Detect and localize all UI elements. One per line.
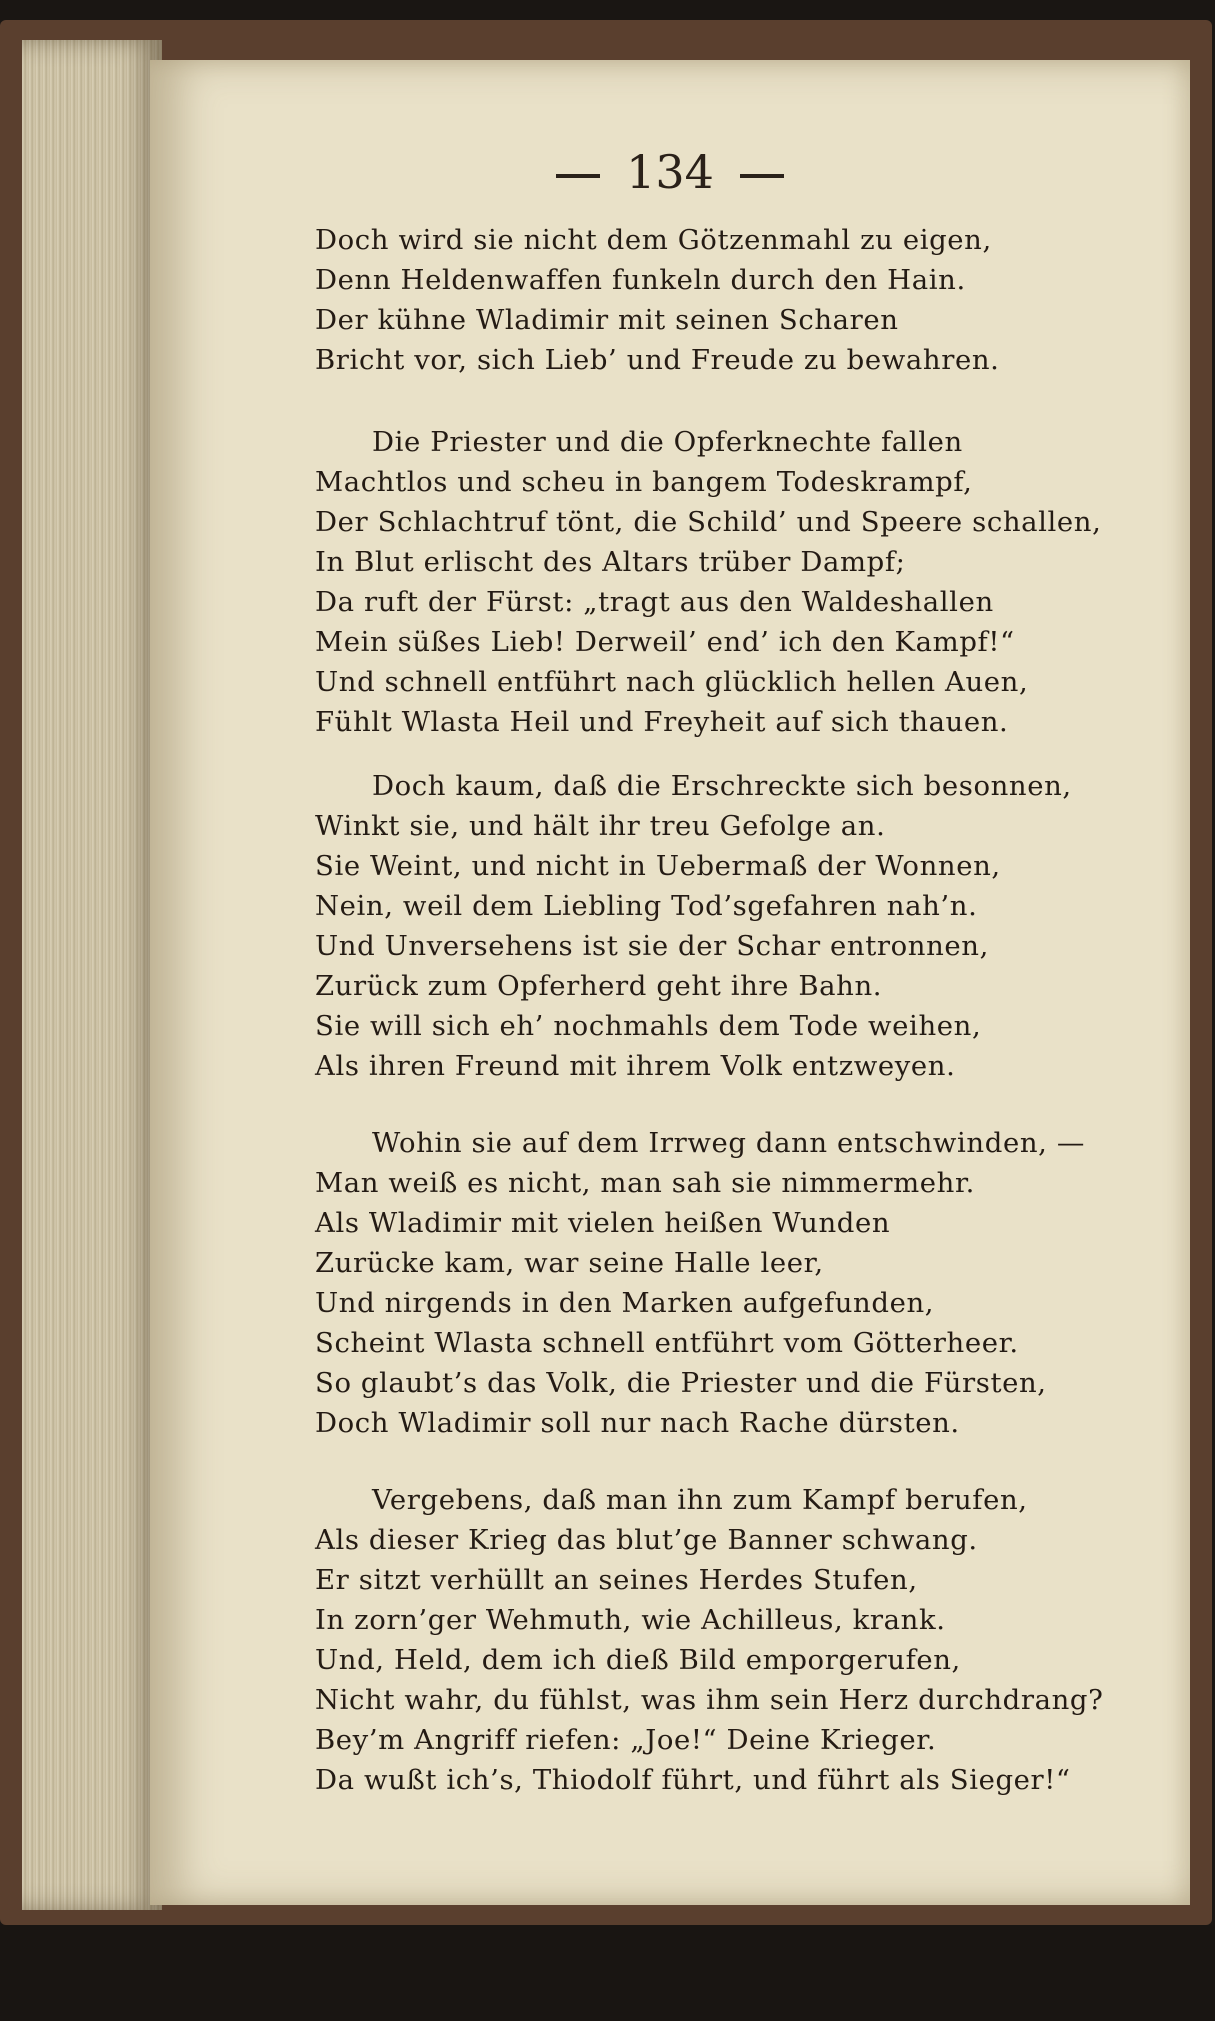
verse-line: Sie will sich eh’ nochmahls dem Tode weihen, xyxy=(315,1010,982,1042)
verse-line: Und nirgends in den Marken aufgefunden, xyxy=(315,1287,935,1319)
verse-line: Man weiß es nicht, man sah sie nimmermehr. xyxy=(315,1167,976,1199)
verse-line: In zorn’ger Wehmuth, wie Achilleus, krank. xyxy=(315,1604,946,1636)
verse-line: Nein, weil dem Liebling Tod’sgefahren nah’n. xyxy=(315,890,978,922)
verse-line: Denn Heldenwaffen funkeln durch den Hain. xyxy=(315,264,966,296)
verse-line: Winkt sie, und hält ihr treu Gefolge an. xyxy=(315,810,886,842)
verse-line: Sie Weint, und nicht in Uebermaß der Wonnen, xyxy=(315,850,1001,882)
verse-line: Bricht vor, sich Lieb’ und Freude zu bewahren. xyxy=(315,344,1000,376)
verse-line: Da ruft der Fürst: „tragt aus den Waldeshallen xyxy=(315,586,994,618)
verse-line: Als ihren Freund mit ihrem Volk entzweyen. xyxy=(315,1050,956,1082)
verse-line: Der Schlachtruf tönt, die Schild’ und Speere schallen, xyxy=(315,506,1102,538)
scan-background xyxy=(0,1925,1215,2021)
dash-left xyxy=(556,174,600,178)
page-number: 134 xyxy=(626,145,714,199)
book-page xyxy=(150,60,1190,1905)
verse-line: Fühlt Wlasta Heil und Freyheit auf sich thauen. xyxy=(315,706,1009,738)
stanza xyxy=(315,766,1175,1086)
stanza xyxy=(315,1480,1175,1800)
verse-line: Als dieser Krieg das blut’ge Banner schwang. xyxy=(315,1524,978,1556)
verse-line: Er sitzt verhüllt an seines Herdes Stufen, xyxy=(315,1564,918,1596)
verse-line: Der kühne Wladimir mit seinen Scharen xyxy=(315,304,899,336)
verse-line: Und, Held, dem ich dieß Bild emporgerufen, xyxy=(315,1644,961,1676)
verse-line: Doch kaum, daß die Erschreckte sich besonnen, xyxy=(372,770,1072,802)
verse-line: In Blut erlischt des Altars trüber Dampf; xyxy=(315,546,906,578)
stanza xyxy=(315,1123,1175,1443)
verse-line: Und schnell entführt nach glücklich hellen Auen, xyxy=(315,666,1029,698)
verse-line: Vergebens, daß man ihn zum Kampf berufen, xyxy=(372,1484,1028,1516)
verse-line: Zurück zum Opferherd geht ihre Bahn. xyxy=(315,970,883,1002)
verse-line: Und Unversehens ist sie der Schar entronnen, xyxy=(315,930,989,962)
stanza xyxy=(315,422,1175,742)
verse-line: Als Wladimir mit vielen heißen Wunden xyxy=(315,1207,891,1239)
verse-line: Doch Wladimir soll nur nach Rache dürsten. xyxy=(315,1407,960,1439)
page-edges xyxy=(22,40,162,1910)
verse-line: Zurücke kam, war seine Halle leer, xyxy=(315,1247,824,1279)
page-number-header xyxy=(150,145,1190,199)
verse-line: Scheint Wlasta schnell entführt vom Götterheer. xyxy=(315,1327,1019,1359)
dash-right xyxy=(740,174,784,178)
verse-line: Mein süßes Lieb! Derweil’ end’ ich den Kampf!“ xyxy=(315,626,1015,658)
stanza xyxy=(315,220,1175,380)
verse-line: Machtlos und scheu in bangem Todeskrampf, xyxy=(315,466,973,498)
verse-line: Nicht wahr, du fühlst, was ihm sein Herz durchdrang? xyxy=(315,1684,1104,1716)
verse-line: Da wußt ich’s, Thiodolf führt, und führt als Sieger!“ xyxy=(315,1764,1071,1796)
verse-line: Die Priester und die Opferknechte fallen xyxy=(372,426,963,458)
verse-line: Doch wird sie nicht dem Götzenmahl zu eigen, xyxy=(315,224,992,256)
verse-line: So glaubt’s das Volk, die Priester und die Fürsten, xyxy=(315,1367,1047,1399)
verse-line: Wohin sie auf dem Irrweg dann entschwinden, — xyxy=(372,1127,1085,1159)
verse-line: Bey’m Angriff riefen: „Joe!“ Deine Krieger. xyxy=(315,1724,937,1756)
